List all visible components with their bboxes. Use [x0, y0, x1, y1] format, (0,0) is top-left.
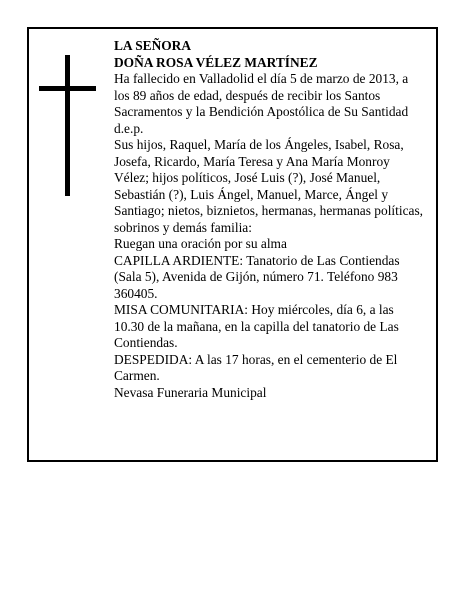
mass-label: MISA COMUNITARIA:: [114, 302, 248, 317]
cross-horizontal-bar: [39, 86, 96, 91]
chapel-text: Tanatorio de Las Contiendas (Sala 5), Avenida de Gijón, número 71. Teléfono 983 360405.: [114, 252, 400, 301]
obituary-text-block: [114, 38, 426, 401]
funeral-home: Nevasa Funeraria Municipal: [114, 384, 267, 400]
farewell-info: [114, 352, 426, 385]
farewell-label: DESPEDIDA:: [114, 351, 193, 367]
cross-vertical-bar: [65, 55, 70, 196]
family-list: Sus hijos, Raquel, María de los Ángeles, Isabel, Rosa, Josefa, Ricardo, María Teresa y Ana María Monroy Vélez; hijos políticos, José Luis (?), José Manuel, Sebastián (?), Luis Ángel, Manuel, Marce, Ángel y Santiago; nietos, biznietos, hermanas, hermanas políticas, sobrinos y demás familia:: [114, 137, 424, 235]
deceased-name: DOÑA ROSA VÉLEZ MARTÍNEZ: [114, 54, 318, 70]
notice-title: LA SEÑORA: [114, 38, 192, 53]
chapel-label: CAPILLA ARDIENTE:: [114, 252, 244, 268]
prayer-request: Ruegan una oración por su alma: [114, 236, 287, 251]
mass-info: [114, 302, 426, 352]
mass-text: Hoy miércoles, día 6, a las 10.30 de la mañana, en la capilla del tanatorio de Las Contiendas.: [114, 302, 399, 350]
chapel-info: [114, 253, 426, 303]
death-announcement: Ha fallecido en Valladolid el día 5 de marzo de 2013, a los 89 años de edad, después de recibir los Santos Sacramentos y la Bendición Apostólica de Su Santidad d.e.p.: [114, 71, 409, 136]
farewell-text: A las 17 horas, en el cementerio de El Carmen.: [114, 351, 398, 383]
